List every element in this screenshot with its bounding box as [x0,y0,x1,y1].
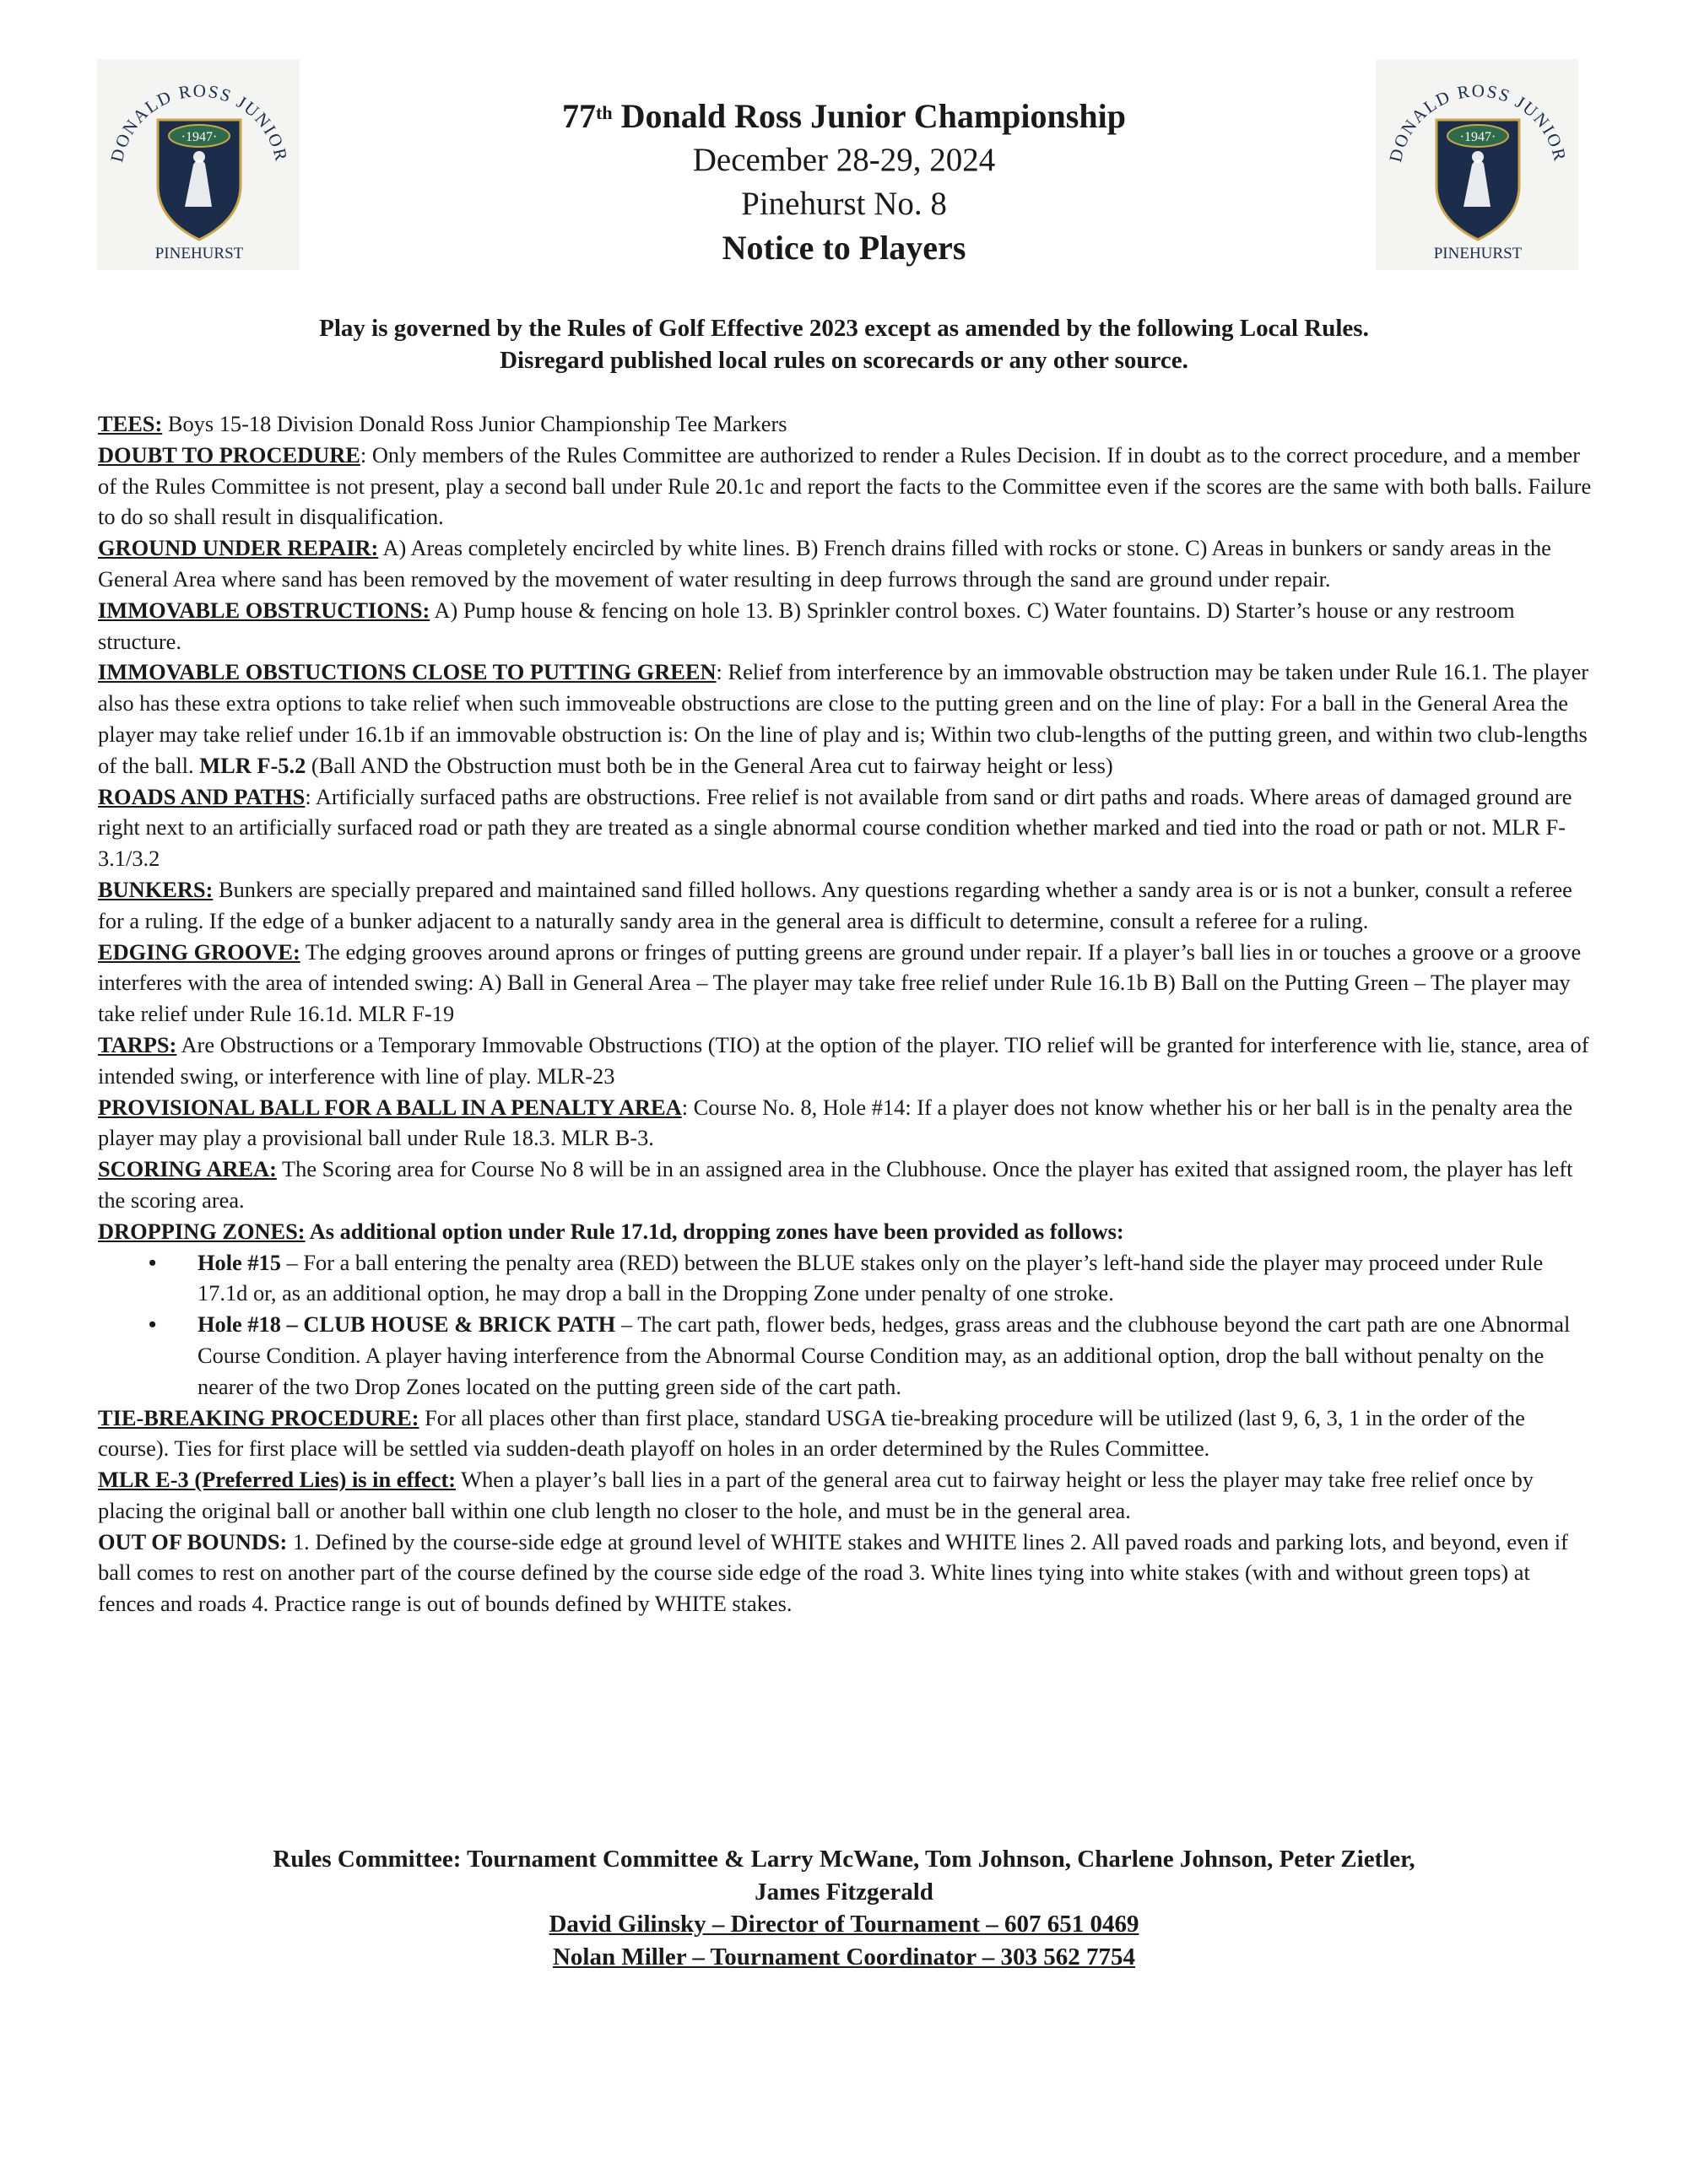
list-item: • Hole #18 – CLUB HOUSE & BRICK PATH – The cart path, flower beds, hedges, grass areas and the clubhouse beyond the cart path are one Abnormal Course Condition. A player having interference from the Abnormal Course Condition may, as an additional option, drop the ball without penalty on the nearer of the two Drop Zones located on the putting green side of the cart path. [98,1309,1592,1402]
logo-left [97,59,300,270]
event-course: Pinehurst No. 8 [741,186,947,222]
event-dates: December 28-29, 2024 [692,142,996,178]
rule-obstructions-near-green: IMMOVABLE OBSTUCTIONS CLOSE TO PUTTING GREEN: Relief from interference by an immovable obstruction may be taken under Rule 16.1. The player also has these extra options to take relief when such immoveable obstructions are close to the putting green and on the line of play: For a ball in the General Area the player may take relief under 16.1b if an immovable obstruction is: On the line of play and is; Within two club-lengths of the putting green, and within two club-lengths of the ball. MLR F-5.2 (Ball AND the Obstruction must both be in the General Area cut to fairway height or less) [98,659,1589,778]
contacts-footer [97,1843,1591,1973]
rule-preferred-lies: MLR E-3 (Preferred Lies) is in effect: When a player’s ball lies in a part of the general area cut to fairway height or less the player may take free relief once by placing the original ball or another ball within one club length no closer to the hole, and must be in the general area. [98,1467,1534,1523]
rule-scoring-area: SCORING AREA: The Scoring area for Course No 8 will be in an assigned area in the Clubhouse. Once the player has exited that assigned room, the player has left the scoring area. [98,1156,1573,1213]
rule-edging-groove: EDGING GROOVE: The edging grooves around aprons or fringes of putting greens are ground under repair. If a player’s ball lies in or touches a groove or a groove interferes with the area of intended swing: A) Ball in General Area – The player may take free relief under Rule 16.1b B) Ball on the Putting Green – The player may take relief under Rule 16.1d. MLR F-19 [98,938,1582,1027]
rule-tie-breaking: TIE-BREAKING PROCEDURE: For all places other than first place, standard USGA tie-breaking procedure will be utilized (last 9, 6, 3, 1 in the order of the course). Ties for first place will be settled via sudden-death playoff on holes in an order determined by the Rules Committee. [98,1404,1525,1462]
crest-logo-icon [97,59,300,270]
dropping-zone-list [98,1247,1592,1403]
crest-logo-icon [1376,59,1578,270]
rule-ground-under-repair: GROUND UNDER REPAIR: A) Areas completely encircled by white lines. B) French drains filled with rocks or stone. C) Areas in bunkers or sandy areas in the General Area where sand has been removed by the movement of water resulting in deep furrows through the sand are ground under repair. [98,535,1551,592]
rule-dropping-zones: DROPPING ZONES: As additional option under Rule 17.1d, dropping zones have been provided as follows: [98,1218,1124,1244]
rule-immovable-obstructions: IMMOVABLE OBSTRUCTIONS: A) Pump house & fencing on hole 13. B) Sprinkler control boxes. C) Water fountains. D) Starter’s house or any restroom structure. [98,597,1515,654]
svg-text:DONALD ROSS JUNIOR: DONALD ROSS JUNIOR [106,80,292,165]
svg-text:·1947·: ·1947· [1459,130,1496,144]
list-item: • Hole #15 – For a ball entering the penalty area (RED) between the BLUE stakes only on the player’s left-hand side the player may proceed under Rule 17.1d or, as an additional option, he may drop a ball in the Dropping Zone under penalty of one stroke. [98,1247,1592,1310]
bullet-icon: • [149,1249,157,1275]
rule-doubt-procedure: DOUBT TO PROCEDURE: Only members of the Rules Committee are authorized to render a Rules Decision. If in doubt as to the correct procedure, and a member of the Rules Committee is not present, play a second ball under Rule 20.1c and report the facts to the Committee even if the scores are the same with both balls. Failure to do so shall result in disqualification. [98,441,1592,530]
rules-committee: Rules Committee: Tournament Committee & Larry McWane, Tom Johnson, Charlene Johnson, Peter Zietler, [273,1846,1415,1873]
rule-tarps: TARPS: Are Obstructions or a Temporary Immovable Obstructions (TIO) at the option of the player. TIO relief will be granted for interference with lie, stance, area of intended swing, or interference with line of play. MLR-23 [98,1031,1589,1089]
logo-right [1376,59,1578,270]
director-contact: David Gilinsky – Director of Tournament – 607 651 0469 [549,1911,1139,1938]
svg-text:DONALD ROSS JUNIOR: DONALD ROSS JUNIOR [1385,80,1571,165]
rule-provisional-ball: PROVISIONAL BALL FOR A BALL IN A PENALTY AREA: Course No. 8, Hole #14: If a player does not know whether his or her ball is in the penalty area the player may play a provisional ball under Rule 18.3. MLR B-3. [98,1094,1573,1151]
svg-text:PINEHURST: PINEHURST [1433,245,1523,262]
document-header [338,95,1350,270]
svg-text:PINEHURST: PINEHURST [154,245,244,262]
governing-statement: Play is governed by the Rules of Golf Effective 2023 except as amended by the following Local Rules. Disregard published local rules on scorecards or any other source. [319,315,1369,374]
page-title: 77th Donald Ross Junior Championship [562,97,1126,135]
bullet-icon: • [149,1311,157,1338]
rules-committee-cont: James Fitzgerald [755,1878,933,1906]
rule-tees: TEES: Boys 15-18 Division Donald Ross Junior Championship Tee Markers [98,411,787,436]
svg-text:·1947·: ·1947· [181,130,218,144]
coordinator-contact: Nolan Miller – Tournament Coordinator – 303 562 7754 [552,1943,1136,1970]
rule-roads-paths: ROADS AND PATHS: Artificially surfaced paths are obstructions. Free relief is not available from sand or dirt paths and roads. Where areas of damaged ground are right next to an artificially surfaced road or path they are treated as a single abnormal course condition whether marked and tied into the road or path or not. MLR F-3.1/3.2 [98,783,1572,872]
notice-heading: Notice to Players [722,229,966,267]
rule-bunkers: BUNKERS: Bunkers are specially prepared and maintained sand filled hollows. Any questions regarding whether a sandy area is or is not a bunker, consult a referee for a ruling. If the edge of a bunker adjacent to a naturally sandy area in the general area is difficult to determine, consult a referee for a ruling. [98,876,1572,933]
rule-out-of-bounds: OUT OF BOUNDS: 1. Defined by the course-side edge at ground level of WHITE stakes and WHITE lines 2. All paved roads and parking lots, and beyond, even if ball comes to rest on another part of the course defined by the course side edge of the road 3. White lines tying into white stakes (with and without green tops) at fences and roads 4. Practice range is out of bounds defined by WHITE stakes. [98,1528,1568,1617]
local-rules [98,408,1592,1619]
